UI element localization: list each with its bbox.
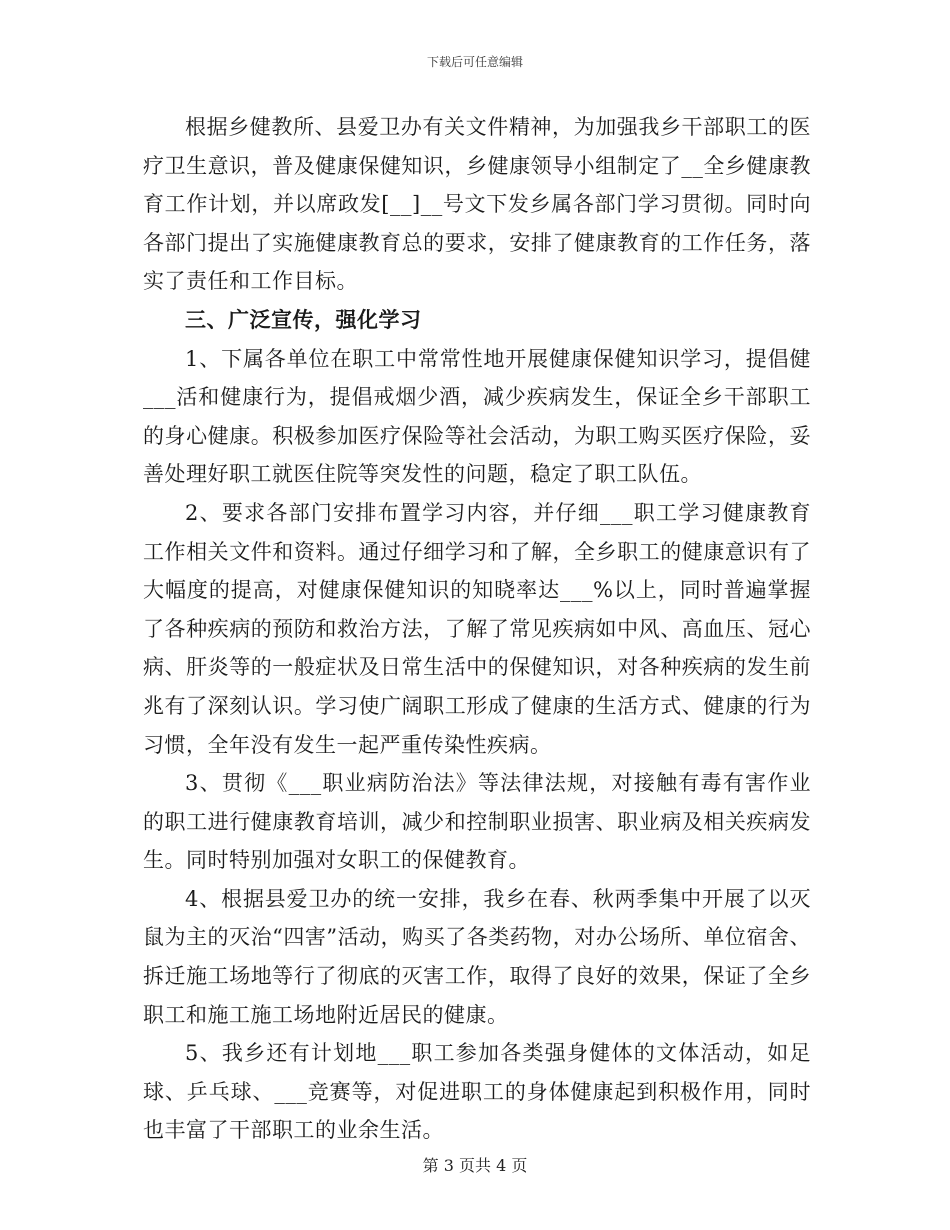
paragraph-item-1: 1、下属各单位在职工中常常性地开展健康保健知识学习，提倡健___活和健康行为，提倡戒烟少酒，减少疾病发生，保证全乡干部职工的身心健康。积极参加医疗保险等社会活动，为职工购买医疗保险，妥善处理好职工就医住院等突发性的问题，稳定了职工队伍。 <box>143 346 811 487</box>
section-heading: 三、广泛宣传，强化学习 <box>185 306 422 332</box>
paragraph-intro: 根据乡健教所、县爱卫办有关文件精神，为加强我乡干部职工的医疗卫生意识，普及健康保健知识，乡健康领导小组制定了__全乡健康教育工作计划，并以席政发[__]__号文下发乡属各部门学习贯彻。同时向各部门提出了实施健康教育总的要求，安排了健康教育的工作任务，落实了责任和工作目标。 <box>143 115 811 294</box>
paragraph-item-3: 3、贯彻《___职业病防治法》等法律法规，对接触有毒有害作业的职工进行健康教育培训，减少和控制职业损害、职业病及相关疾病发生。同时特别加强对女职工的保健教育。 <box>143 771 811 873</box>
paragraph-item-4: 4、根据县爱卫办的统一安排，我乡在春、秋两季集中开展了以灭鼠为主的灭治“四害”活动，购买了各类药物，对办公场所、单位宿舍、拆迁施工场地等行了彻底的灭害工作，取得了良好的效果，保证了全乡职工和施工施工场地附近居民的健康。 <box>143 886 811 1027</box>
paragraph-item-2: 2、要求各部门安排布置学习内容，并仔细___职工学习健康教育工作相关文件和资料。通过仔细学习和了解，全乡职工的健康意识有了大幅度的提高，对健康保健知识的知晓率达___%以上，同时普遍掌握了各种疾病的预防和救治方法，了解了常见疾病如中风、高血压、冠心病、肝炎等的一般症状及日常生活中的保健知识，对各种疾病的发生前兆有了深刻认识。学习使广阔职工形成了健康的生活方式、健康的行为习惯，全年没有发生一起严重传染性疾病。 <box>143 500 811 757</box>
paragraph-item-5: 5、我乡还有计划地___职工参加各类强身健体的文体活动，如足球、乒乓球、___竞赛等，对促进职工的身体健康起到积极作用，同时也丰富了干部职工的业余生活。 <box>143 1041 811 1143</box>
document-body <box>143 108 811 1150</box>
page-footer: 第 3 页共 4 页 <box>422 1156 528 1175</box>
page-header: 下载后可任意编辑 <box>426 55 523 69</box>
